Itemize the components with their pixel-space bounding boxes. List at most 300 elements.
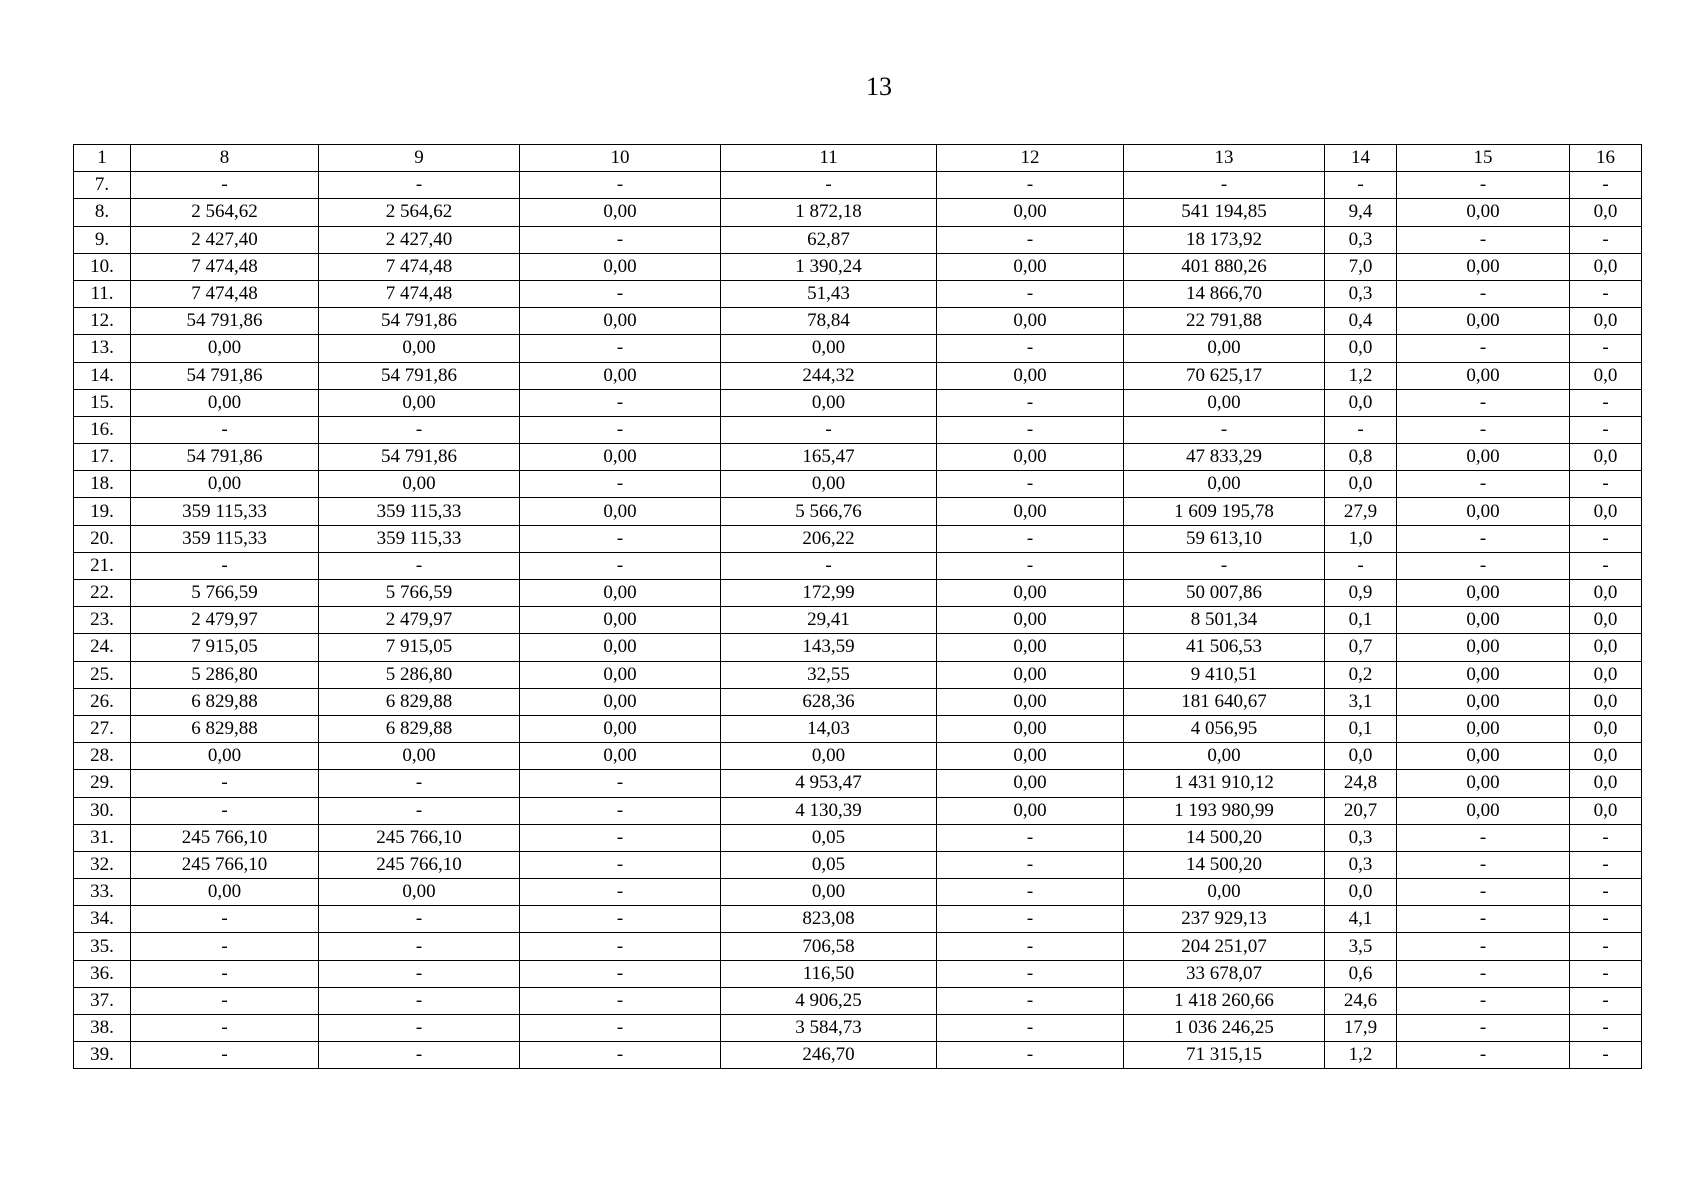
row-number-cell: 10.	[74, 253, 131, 280]
table-cell: -	[1570, 1015, 1642, 1042]
table-row	[74, 253, 1642, 280]
table-cell: -	[319, 416, 520, 443]
table-cell: -	[937, 471, 1124, 498]
row-number-cell: 19.	[74, 498, 131, 525]
row-number-cell: 11.	[74, 280, 131, 307]
table-cell: 0,00	[937, 444, 1124, 471]
table-cell: -	[131, 960, 319, 987]
table-cell: 4 906,25	[721, 987, 937, 1014]
table-cell: 5 286,80	[319, 661, 520, 688]
table-cell: -	[937, 879, 1124, 906]
table-cell: -	[1397, 824, 1570, 851]
data-table	[73, 144, 1642, 1069]
table-cell: 0,00	[721, 471, 937, 498]
table-cell: 0,9	[1325, 580, 1397, 607]
table-cell: 62,87	[721, 226, 937, 253]
table-cell: -	[319, 960, 520, 987]
table-row	[74, 960, 1642, 987]
row-number-cell: 29.	[74, 770, 131, 797]
table-cell: -	[131, 906, 319, 933]
table-cell: -	[520, 987, 721, 1014]
row-number-cell: 22.	[74, 580, 131, 607]
table-row	[74, 280, 1642, 307]
table-cell: -	[520, 552, 721, 579]
table-cell: -	[319, 770, 520, 797]
table-cell: 401 880,26	[1124, 253, 1325, 280]
table-cell: 0,00	[131, 743, 319, 770]
table-row	[74, 226, 1642, 253]
table-cell: -	[520, 906, 721, 933]
table-cell: 1 036 246,25	[1124, 1015, 1325, 1042]
table-cell: 0,0	[1325, 335, 1397, 362]
table-cell: 0,00	[131, 335, 319, 362]
table-cell: 0,00	[937, 661, 1124, 688]
row-number-cell: 20.	[74, 525, 131, 552]
table-row	[74, 172, 1642, 199]
row-number-cell: 30.	[74, 797, 131, 824]
table-cell: 2 427,40	[131, 226, 319, 253]
table-row	[74, 580, 1642, 607]
table-cell: 0,00	[131, 389, 319, 416]
table-cell: 1 193 980,99	[1124, 797, 1325, 824]
row-number-cell: 16.	[74, 416, 131, 443]
table-cell: 0,00	[319, 389, 520, 416]
table-row	[74, 362, 1642, 389]
row-number-cell: 28.	[74, 743, 131, 770]
table-cell: -	[1397, 471, 1570, 498]
row-number-cell: 18.	[74, 471, 131, 498]
table-cell: 54 791,86	[131, 308, 319, 335]
table-cell: 0,00	[1397, 444, 1570, 471]
table-cell: 24,6	[1325, 987, 1397, 1014]
table-cell: 6 829,88	[131, 688, 319, 715]
table-cell: 0,00	[721, 743, 937, 770]
table-cell: -	[937, 987, 1124, 1014]
table-cell: 0,00	[319, 879, 520, 906]
table-cell: 0,1	[1325, 715, 1397, 742]
table-cell: -	[937, 226, 1124, 253]
table-cell: -	[319, 1042, 520, 1069]
table-cell: 246,70	[721, 1042, 937, 1069]
table-cell: -	[131, 416, 319, 443]
table-cell: -	[1397, 1015, 1570, 1042]
table-cell: 7 474,48	[319, 280, 520, 307]
table-cell: 2 479,97	[131, 607, 319, 634]
table-row	[74, 444, 1642, 471]
table-cell: 0,0	[1570, 688, 1642, 715]
table-cell: 0,00	[1397, 688, 1570, 715]
table-cell: -	[937, 933, 1124, 960]
table-cell: 0,00	[1397, 580, 1570, 607]
table-cell: 143,59	[721, 634, 937, 661]
table-cell: 0,00	[1397, 607, 1570, 634]
table-cell: 0,7	[1325, 634, 1397, 661]
table-cell: -	[1397, 906, 1570, 933]
table-cell: 0,05	[721, 851, 937, 878]
table-cell: 5 566,76	[721, 498, 937, 525]
table-cell: 4 130,39	[721, 797, 937, 824]
table-cell: -	[319, 552, 520, 579]
table-cell: 22 791,88	[1124, 308, 1325, 335]
row-number-cell: 37.	[74, 987, 131, 1014]
table-row	[74, 906, 1642, 933]
table-cell: -	[1397, 389, 1570, 416]
table-row	[74, 389, 1642, 416]
table-cell: 0,0	[1570, 199, 1642, 226]
table-cell: 71 315,15	[1124, 1042, 1325, 1069]
row-number-cell: 32.	[74, 851, 131, 878]
table-cell: -	[131, 1015, 319, 1042]
table-cell: 206,22	[721, 525, 937, 552]
table-cell: -	[937, 172, 1124, 199]
table-cell: 0,00	[721, 389, 937, 416]
table-cell: 3,1	[1325, 688, 1397, 715]
table-cell: -	[520, 389, 721, 416]
table-cell: 7 474,48	[131, 280, 319, 307]
table-cell: 27,9	[1325, 498, 1397, 525]
table-cell: -	[1397, 960, 1570, 987]
table-cell: -	[520, 525, 721, 552]
table-cell: 0,00	[1397, 715, 1570, 742]
table-cell: 359 115,33	[131, 498, 319, 525]
table-cell: 0,00	[1124, 335, 1325, 362]
table-cell: 0,00	[721, 335, 937, 362]
table-cell: 0,00	[937, 688, 1124, 715]
table-cell: 14 500,20	[1124, 824, 1325, 851]
row-number-cell: 35.	[74, 933, 131, 960]
table-cell: 2 479,97	[319, 607, 520, 634]
table-cell: 54 791,86	[131, 362, 319, 389]
row-number-cell: 26.	[74, 688, 131, 715]
table-cell: 0,0	[1570, 607, 1642, 634]
table-cell: 7,0	[1325, 253, 1397, 280]
table-cell: 1,0	[1325, 525, 1397, 552]
table-cell: 245 766,10	[319, 851, 520, 878]
table-cell: -	[520, 797, 721, 824]
row-number-cell: 21.	[74, 552, 131, 579]
table-row	[74, 199, 1642, 226]
table-header	[74, 145, 1642, 172]
table-cell: 245 766,10	[319, 824, 520, 851]
table-cell: 0,05	[721, 824, 937, 851]
row-number-cell: 39.	[74, 1042, 131, 1069]
table-cell: 9 410,51	[1124, 661, 1325, 688]
table-cell: 0,3	[1325, 824, 1397, 851]
row-number-cell: 13.	[74, 335, 131, 362]
table-cell: 50 007,86	[1124, 580, 1325, 607]
table-cell: -	[1570, 987, 1642, 1014]
table-cell: -	[721, 552, 937, 579]
table-cell: -	[319, 1015, 520, 1042]
table-cell: -	[937, 824, 1124, 851]
table-cell: 116,50	[721, 960, 937, 987]
table-row	[74, 743, 1642, 770]
table-cell: -	[1570, 906, 1642, 933]
table-cell: 0,00	[520, 743, 721, 770]
table-row	[74, 770, 1642, 797]
table-cell: 628,36	[721, 688, 937, 715]
table-cell: -	[721, 172, 937, 199]
table-cell: 1 390,24	[721, 253, 937, 280]
table-cell: -	[1570, 226, 1642, 253]
table-cell: 0,00	[937, 199, 1124, 226]
table-cell: -	[520, 416, 721, 443]
table-row	[74, 525, 1642, 552]
table-cell: -	[1397, 987, 1570, 1014]
table-cell: 0,0	[1570, 715, 1642, 742]
table-cell: -	[1397, 552, 1570, 579]
table-cell: -	[520, 1042, 721, 1069]
table-cell: 0,00	[1397, 661, 1570, 688]
table-cell: 0,00	[319, 335, 520, 362]
table-cell: -	[520, 933, 721, 960]
table-row	[74, 416, 1642, 443]
table-cell: -	[520, 879, 721, 906]
column-header: 11	[721, 145, 937, 172]
column-header: 10	[520, 145, 721, 172]
table-cell: 7 915,05	[131, 634, 319, 661]
table-cell: 0,6	[1325, 960, 1397, 987]
table-cell: 359 115,33	[131, 525, 319, 552]
table-cell: -	[1325, 552, 1397, 579]
table-cell: 0,3	[1325, 851, 1397, 878]
table-row	[74, 552, 1642, 579]
row-number-cell: 7.	[74, 172, 131, 199]
row-number-cell: 24.	[74, 634, 131, 661]
table-cell: 3 584,73	[721, 1015, 937, 1042]
table-cell: -	[319, 906, 520, 933]
table-cell: 0,0	[1570, 308, 1642, 335]
table-cell: 0,0	[1570, 580, 1642, 607]
table-cell: -	[937, 389, 1124, 416]
table-row	[74, 879, 1642, 906]
table-cell: 0,1	[1325, 607, 1397, 634]
table-cell: 706,58	[721, 933, 937, 960]
row-number-cell: 15.	[74, 389, 131, 416]
table-cell: 70 625,17	[1124, 362, 1325, 389]
table-cell: 0,00	[520, 688, 721, 715]
row-number-cell: 33.	[74, 879, 131, 906]
table-cell: -	[1570, 960, 1642, 987]
table-cell: -	[1570, 280, 1642, 307]
table-cell: -	[131, 552, 319, 579]
row-number-cell: 8.	[74, 199, 131, 226]
table-cell: -	[1397, 933, 1570, 960]
table-cell: 1 872,18	[721, 199, 937, 226]
table-cell: -	[937, 552, 1124, 579]
table-cell: -	[1397, 172, 1570, 199]
table-cell: -	[1124, 172, 1325, 199]
column-header: 9	[319, 145, 520, 172]
table-cell: 245 766,10	[131, 851, 319, 878]
table-cell: 2 427,40	[319, 226, 520, 253]
table-cell: -	[937, 416, 1124, 443]
table-cell: -	[520, 280, 721, 307]
table-cell: -	[520, 226, 721, 253]
table-cell: 0,00	[937, 607, 1124, 634]
table-cell: -	[937, 851, 1124, 878]
table-cell: 0,00	[937, 253, 1124, 280]
table-cell: 20,7	[1325, 797, 1397, 824]
table-cell: 54 791,86	[319, 444, 520, 471]
table-cell: -	[1397, 851, 1570, 878]
table-cell: 7 474,48	[131, 253, 319, 280]
table-cell: 4,1	[1325, 906, 1397, 933]
table-cell: 51,43	[721, 280, 937, 307]
row-number-cell: 25.	[74, 661, 131, 688]
table-cell: -	[1325, 416, 1397, 443]
table-cell: 0,8	[1325, 444, 1397, 471]
table-cell: 0,00	[1397, 362, 1570, 389]
table-cell: -	[1570, 335, 1642, 362]
table-cell: 0,0	[1570, 743, 1642, 770]
table-cell: 7 915,05	[319, 634, 520, 661]
table-cell: 0,0	[1570, 253, 1642, 280]
table-cell: 6 829,88	[131, 715, 319, 742]
table-row	[74, 688, 1642, 715]
table-cell: 0,4	[1325, 308, 1397, 335]
table-cell: 0,3	[1325, 280, 1397, 307]
table-cell: 172,99	[721, 580, 937, 607]
table-cell: 2 564,62	[131, 199, 319, 226]
table-cell: -	[1570, 1042, 1642, 1069]
table-cell: 165,47	[721, 444, 937, 471]
table-cell: 0,00	[520, 498, 721, 525]
table-cell: 0,00	[937, 362, 1124, 389]
table-cell: 0,00	[937, 715, 1124, 742]
table-cell: -	[1570, 172, 1642, 199]
table-cell: -	[319, 797, 520, 824]
row-number-cell: 9.	[74, 226, 131, 253]
row-number-cell: 17.	[74, 444, 131, 471]
table-cell: 14 866,70	[1124, 280, 1325, 307]
table-cell: -	[1570, 525, 1642, 552]
data-table-container	[73, 144, 1641, 1069]
table-row	[74, 471, 1642, 498]
table-row	[74, 498, 1642, 525]
row-number-cell: 36.	[74, 960, 131, 987]
table-cell: 4 953,47	[721, 770, 937, 797]
table-cell: 0,0	[1570, 661, 1642, 688]
table-cell: 0,0	[1325, 743, 1397, 770]
table-cell: 541 194,85	[1124, 199, 1325, 226]
table-cell: -	[131, 797, 319, 824]
table-row	[74, 851, 1642, 878]
table-cell: 0,00	[520, 580, 721, 607]
table-cell: 0,0	[1325, 471, 1397, 498]
table-cell: 0,3	[1325, 226, 1397, 253]
table-cell: 32,55	[721, 661, 937, 688]
table-cell: 0,00	[937, 498, 1124, 525]
table-cell: -	[937, 335, 1124, 362]
table-cell: -	[520, 1015, 721, 1042]
table-cell: -	[937, 525, 1124, 552]
header-row	[74, 145, 1642, 172]
table-cell: 9,4	[1325, 199, 1397, 226]
table-cell: 1 609 195,78	[1124, 498, 1325, 525]
table-cell: -	[937, 960, 1124, 987]
column-header: 16	[1570, 145, 1642, 172]
table-cell: -	[1570, 552, 1642, 579]
table-cell: 0,00	[1397, 308, 1570, 335]
table-cell: 2 564,62	[319, 199, 520, 226]
column-header: 8	[131, 145, 319, 172]
table-cell: 4 056,95	[1124, 715, 1325, 742]
table-row	[74, 1042, 1642, 1069]
table-cell: 59 613,10	[1124, 525, 1325, 552]
table-cell: 0,00	[937, 308, 1124, 335]
table-cell: 7 474,48	[319, 253, 520, 280]
table-row	[74, 715, 1642, 742]
table-cell: -	[131, 770, 319, 797]
row-number-cell: 23.	[74, 607, 131, 634]
table-cell: 41 506,53	[1124, 634, 1325, 661]
table-cell: 0,00	[520, 715, 721, 742]
table-cell: -	[520, 172, 721, 199]
table-cell: 245 766,10	[131, 824, 319, 851]
table-row	[74, 1015, 1642, 1042]
page-number: 13	[866, 72, 892, 101]
table-cell: 14,03	[721, 715, 937, 742]
table-cell: 0,00	[1397, 797, 1570, 824]
table-cell: 181 640,67	[1124, 688, 1325, 715]
table-cell: 0,0	[1570, 362, 1642, 389]
table-cell: 0,00	[1397, 498, 1570, 525]
table-cell: -	[1397, 335, 1570, 362]
table-cell: 0,00	[1397, 743, 1570, 770]
table-cell: -	[937, 280, 1124, 307]
table-cell: 0,00	[319, 471, 520, 498]
table-cell: -	[1570, 471, 1642, 498]
table-cell: -	[1570, 416, 1642, 443]
table-cell: -	[1570, 824, 1642, 851]
table-cell: -	[520, 851, 721, 878]
table-cell: 0,00	[1124, 471, 1325, 498]
column-header: 14	[1325, 145, 1397, 172]
row-number-cell: 38.	[74, 1015, 131, 1042]
table-cell: -	[131, 933, 319, 960]
table-cell: 33 678,07	[1124, 960, 1325, 987]
table-body	[74, 172, 1642, 1069]
table-cell: -	[1570, 851, 1642, 878]
table-cell: 1 431 910,12	[1124, 770, 1325, 797]
table-cell: 204 251,07	[1124, 933, 1325, 960]
table-cell: 24,8	[1325, 770, 1397, 797]
table-cell: 47 833,29	[1124, 444, 1325, 471]
table-cell: 0,00	[520, 607, 721, 634]
table-cell: 0,00	[131, 879, 319, 906]
table-cell: 359 115,33	[319, 498, 520, 525]
table-cell: -	[1397, 280, 1570, 307]
table-cell: 6 829,88	[319, 715, 520, 742]
table-cell: 14 500,20	[1124, 851, 1325, 878]
row-number-cell: 27.	[74, 715, 131, 742]
table-cell: -	[319, 933, 520, 960]
table-cell: -	[721, 416, 937, 443]
table-cell: -	[1325, 172, 1397, 199]
table-cell: 0,0	[1325, 879, 1397, 906]
table-row	[74, 335, 1642, 362]
row-number-cell: 14.	[74, 362, 131, 389]
table-cell: 359 115,33	[319, 525, 520, 552]
table-cell: 0,00	[520, 199, 721, 226]
table-cell: -	[1570, 933, 1642, 960]
table-cell: 0,00	[520, 444, 721, 471]
table-cell: -	[1570, 389, 1642, 416]
table-row	[74, 661, 1642, 688]
table-cell: 0,0	[1570, 498, 1642, 525]
row-number-cell: 34.	[74, 906, 131, 933]
